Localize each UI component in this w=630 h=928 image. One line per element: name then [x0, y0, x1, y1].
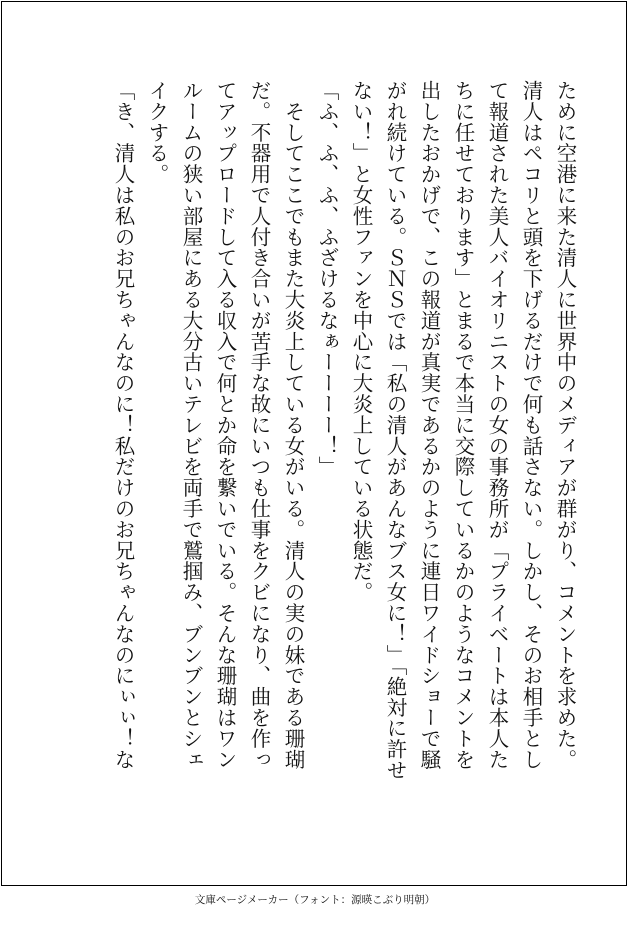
vertical-text-body [72, 80, 582, 842]
page-frame [1, 1, 627, 886]
footer-credit: 文庫ページメーカー（フォント：源暎こぶり明朝） [194, 894, 436, 906]
text-line: そしてここでもまた大炎上している女がいる。清人の実の妹である珊瑚 [281, 80, 305, 770]
text-line: てアップロードして入る収入で何とか命を繋いでいる。そんな珊瑚はワン [213, 80, 237, 770]
text-line: だ。不器用で人付き合いが苦手な故にいつも仕事をクビになり、曲を作っ [247, 80, 271, 770]
text-line: 「ふ、ふ、ふ、ふざけるなぁーーーー！」 [315, 80, 339, 478]
text-line: て報道された美人バイオリニストの女の事務所が「プライベートは本人た [485, 80, 509, 770]
text-line: イクする。 [145, 80, 169, 185]
text-line: ちに任せております」とまるで本当に交際しているかのようなコメントを [451, 80, 475, 770]
text-line: ために空港に来た清人に世界中のメディアが群がり、コメントを求めた。 [553, 80, 577, 770]
text-line: がれ続けている。ＳＮＳでは「私の清人があんなブス女に！」「絶対に許せ [383, 80, 407, 781]
text-line: ない！」と女性ファンを中心に大炎上している状態だ。 [349, 80, 373, 603]
text-line: ルームの狭い部屋にある大分古いテレビを両手で鷲掴み、ブンブンとシェ [179, 80, 203, 770]
text-line: 「き、清人は私のお兄ちゃんなのに！私だけのお兄ちゃんなのにぃぃ！な [111, 80, 135, 770]
text-line: 出したおかげで、この報道が真実であるかのように連日ワイドショーで騒 [417, 80, 441, 770]
text-line: 清人はペコリと頭を下げるだけで何も話さない。しかし、そのお相手とし [519, 80, 543, 770]
